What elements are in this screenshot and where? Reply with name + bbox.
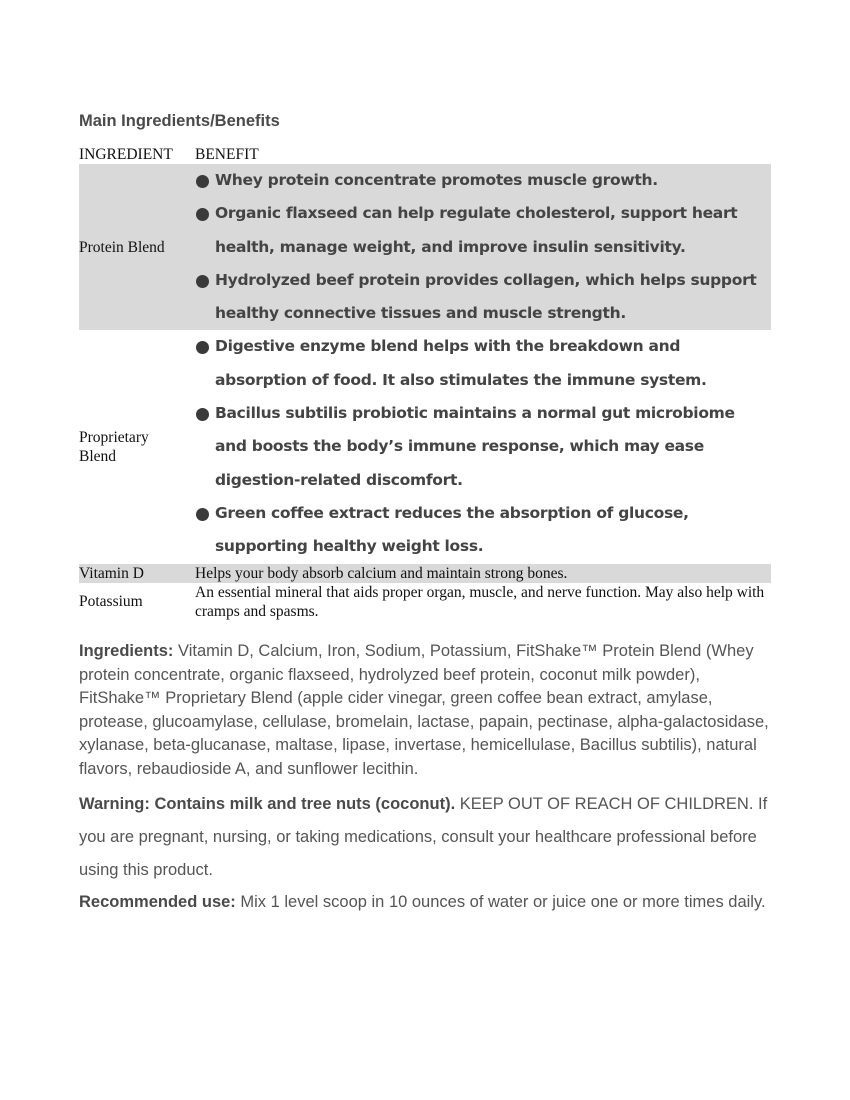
- warning-label: Warning: Contains milk and tree nuts (coconut).: [79, 795, 456, 813]
- benefit-text: Hydrolyzed beef protein provides collagen, which helps support healthy connective tissues and muscle strength.: [215, 270, 757, 323]
- ingredients-benefits-table: [79, 145, 771, 621]
- ingredient-name: Protein Blend: [79, 164, 195, 330]
- benefit-text: Digestive enzyme blend helps with the breakdown and absorption of food. It also stimulates the immune system.: [215, 337, 707, 389]
- ingredient-column-header: INGREDIENT: [79, 146, 173, 163]
- table-row-potassium: [79, 583, 771, 621]
- bullet-icon: [196, 341, 209, 354]
- benefit-text: Green coffee extract reduces the absorption of glucose, supporting healthy weight loss.: [215, 503, 689, 556]
- table-row-vitamin-d: [79, 564, 771, 583]
- benefit-cell: Helps your body absorb calcium and maintain strong bones.: [195, 564, 771, 583]
- recommended-use-text: Mix 1 level scoop in 10 ounces of water or juice one or more times daily.: [235, 893, 766, 911]
- warning-paragraph: [79, 788, 774, 887]
- bullet-icon: [196, 508, 209, 521]
- table-row-protein-blend: [79, 164, 771, 330]
- recommended-use-label: Recommended use:: [79, 893, 236, 911]
- bullet-icon: [196, 175, 209, 188]
- benefit-list: [195, 330, 771, 563]
- ingredient-name: Vitamin D: [79, 564, 195, 583]
- benefit-item: [195, 164, 771, 197]
- recommended-use-paragraph: [79, 886, 774, 919]
- ingredients-paragraph: [79, 640, 774, 781]
- benefit-text: Bacillus subtilis probiotic maintains a normal gut microbiome and boosts the body’s immune response, which may ease digestion-related discomfort.: [215, 404, 735, 489]
- benefit-list: [195, 164, 771, 330]
- benefit-cell: [195, 164, 771, 330]
- ingredients-text: Vitamin D, Calcium, Iron, Sodium, Potassium, FitShake™ Protein Blend (Whey protein concentrate, organic flaxseed, hydrolyzed beef protein, coconut milk powder), FitShake™ Proprietary Blend (apple cider vinegar, green coffee bean extract, amylase, protease, glucoamylase, cellulase, bromelain, lactase, papain, pectinase, alpha-galactosidase, xylanase, beta-glucanase, maltase, lipase, invertase, hemicellulase, Bacillus subtilis), natural flavors, rebaudioside A, and sunflower lecithin.: [79, 642, 769, 778]
- benefit-item: [195, 197, 771, 264]
- bullet-icon: [196, 408, 209, 421]
- bullet-icon: [196, 208, 209, 221]
- ingredients-label: Ingredients:: [79, 642, 174, 660]
- page-title: Main Ingredients/Benefits: [79, 112, 280, 130]
- benefit-text: Whey protein concentrate promotes muscle growth.: [215, 171, 658, 189]
- ingredient-name: Proprietary Blend: [79, 429, 149, 466]
- benefit-item: [195, 330, 771, 397]
- warning-text: KEEP OUT OF REACH OF CHILDREN. If you are pregnant, nursing, or taking medications, consult your healthcare professional before using this product.: [79, 795, 768, 879]
- benefit-item: [195, 264, 771, 331]
- benefit-item: [195, 397, 771, 497]
- benefit-column-header: BENEFIT: [195, 146, 259, 163]
- ingredient-name: Potassium: [79, 593, 143, 611]
- benefit-cell: [195, 330, 771, 563]
- table-header-row: [79, 145, 771, 164]
- bullet-icon: [196, 275, 209, 288]
- benefit-text: Organic flaxseed can help regulate cholesterol, support heart health, manage weight, and improve insulin sensitivity.: [215, 204, 738, 256]
- table-row-proprietary-blend: [79, 330, 771, 563]
- benefit-cell: An essential mineral that aids proper organ, muscle, and nerve function. May also help with cramps and spasms.: [195, 583, 765, 620]
- benefit-item: [195, 497, 771, 564]
